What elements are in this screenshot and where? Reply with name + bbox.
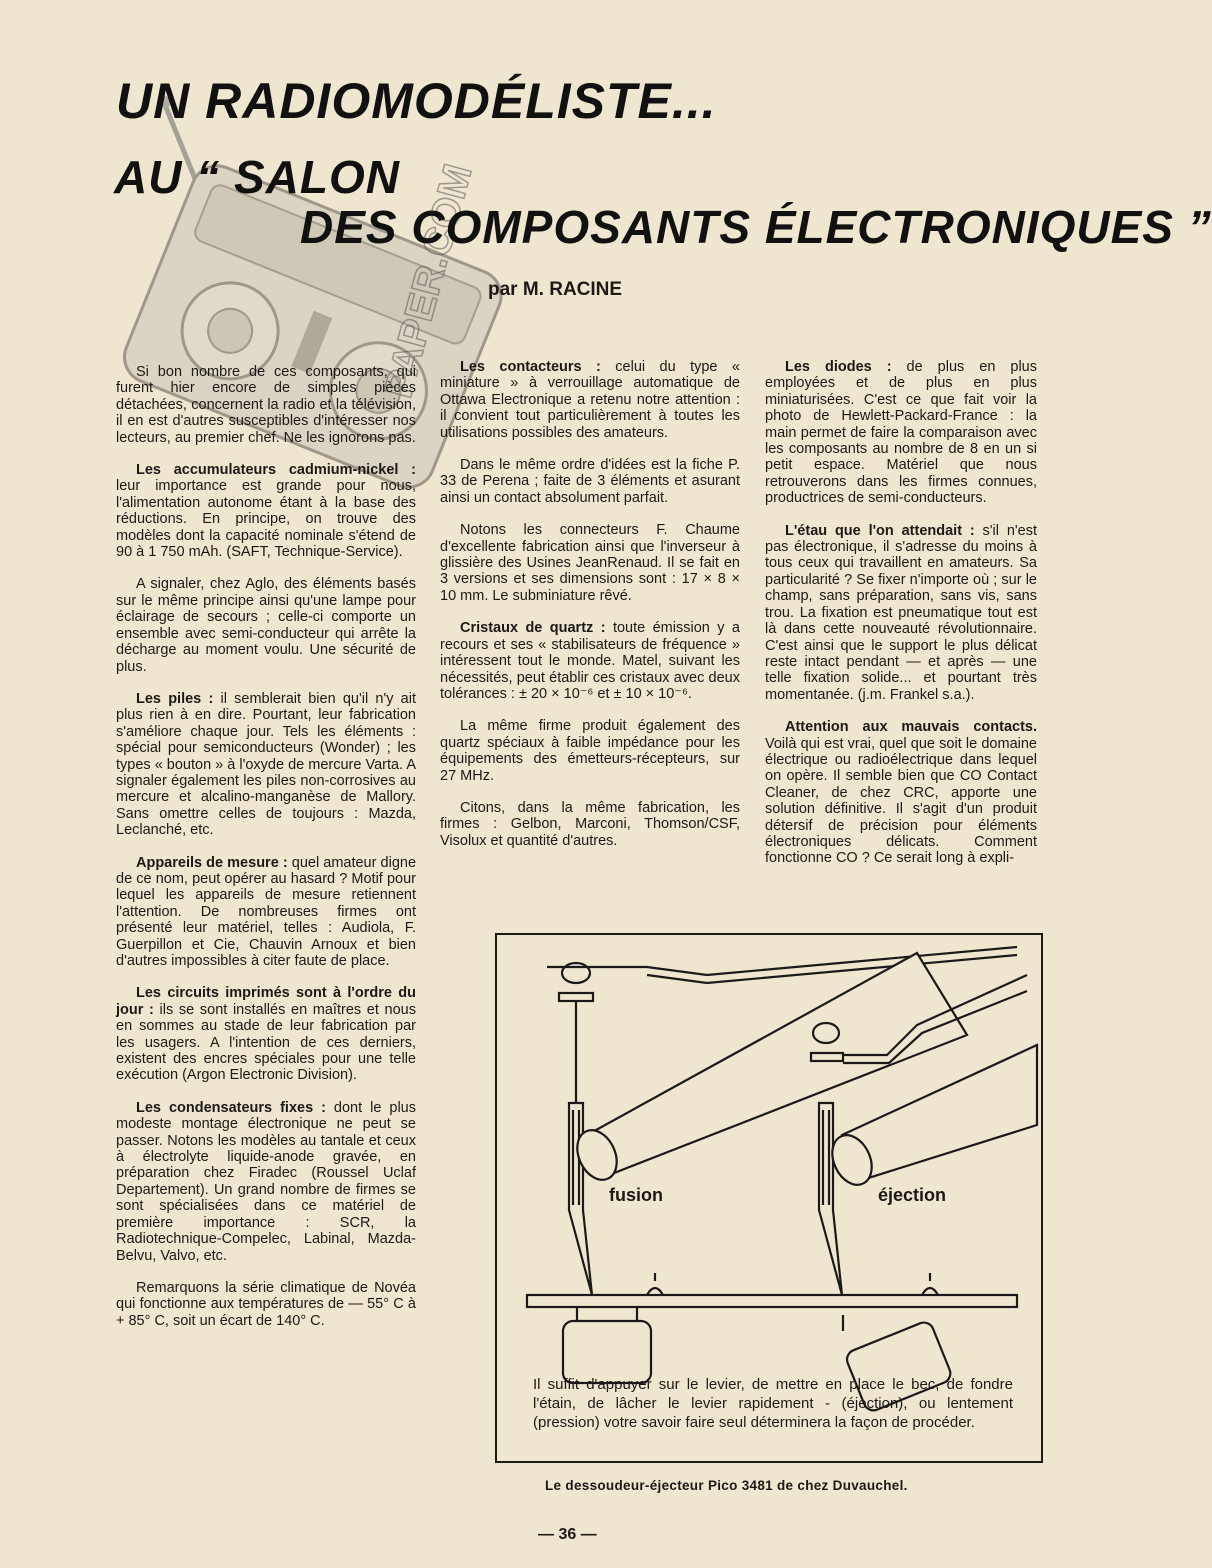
paragraph-heading: Attention aux mauvais contacts. — [785, 719, 1037, 736]
byline: par M. RACINE — [488, 279, 623, 300]
title-line-1: UN RADIOMODÉLISTE... — [116, 73, 717, 129]
paragraph-text: Voilà qui est vrai, quel que soit le domaine électrique ou radioélectrique dans lequel on opère. Il semble bien que CO Contact Cleaner, de chez CRC, apporte une solution définitive. Il s'agit d'un produit détersif de précision pour éléments électroniques délicats. Comment fonctionne CO ? Ce serait long à expli- — [765, 735, 1037, 867]
paragraph-text: Remarquons la série climatique de Novéa qui fonctionne aux températures de — 55° C à + 85° C, soit un écart de 140° C. — [116, 1279, 416, 1329]
article-paragraph — [440, 800, 740, 849]
svg-text:PAPER.COM: PAPER.COM — [376, 159, 481, 403]
article-paragraph — [116, 1280, 416, 1329]
article-paragraph — [116, 985, 416, 1083]
paragraph-heading: L'étau que l'on attendait : — [785, 522, 975, 539]
paragraph-heading: Les contacteurs : — [460, 359, 601, 375]
article-paragraph — [440, 718, 740, 784]
paragraph-heading: Les piles : — [136, 690, 214, 707]
article-paragraph — [116, 691, 416, 839]
paragraph-text: Dans le même ordre d'idées est la fiche P. 33 de Perena ; faite de 3 éléments et asurant ainsi un contact absolument parfait. — [440, 457, 740, 506]
article-paragraph — [765, 523, 1037, 703]
paragraph-heading: Appareils de mesure : — [136, 854, 288, 871]
paragraph-text: Si bon nombre de ces composants, qui furent hier encore de simples pièces détachées, concernent la radio et la télévision, il en est d'autres susceptibles d'intéresser nos lecteurs, au premier chef. Ne les ignorons pas. — [116, 364, 416, 446]
paragraph-text: leur importance est grande pour nous, l'alimentation autonome étant à la base des réductions. En principe, on trouve des modèles dont la capacité nominale s'étend de 90 à 1 750 mAh. (SAFT, Technique-Service). — [116, 478, 416, 561]
article-paragraph — [440, 457, 740, 506]
text-column-3 — [765, 359, 1037, 883]
paragraph-heading: Les accumulateurs cadmium-nickel : — [136, 462, 416, 479]
article-paragraph — [116, 364, 416, 446]
paragraph-text: La même firme produit également des quartz spéciaux à faible impédance pour les équipements des émetteurs-récepteurs, sur 27 MHz. — [440, 718, 740, 784]
paragraph-heading: Les condensateurs fixes : — [136, 1099, 326, 1116]
paragraph-text: celui du type « miniature » à verrouillage automatique de Ottawa Electronique a retenu notre attention : il convient tout particulièrement à toutes les utilisations possibles des amateurs. — [440, 359, 740, 441]
paragraph-heading: Cristaux de quartz : — [460, 620, 606, 637]
article-paragraph — [116, 576, 416, 674]
paragraph-text: quel amateur digne de ce nom, peut opérer au hasard ? Motif pour lequel les appareils de mesure retiennent l'attention. De nombreuses firmes ont présenté leur matériel, telles : Audiola, F. Guerpillon et Cie, Chauvin Arnoux et bien d'autres impossibles à citer faute de place. — [116, 854, 417, 969]
paragraph-text: Notons les connecteurs F. Chaume d'excellente fabrication ainsi que l'inverseur à glissière des Usines JeanRenaud. Il se fait en 3 versions et ses dimensions sont : 17 × 8 × 10 mm. Le subminiature rêvé. — [440, 522, 740, 604]
article-paragraph — [440, 522, 740, 604]
text-column-1 — [116, 364, 416, 1345]
figure-instructions: Il suffit d'appuyer sur le levier, de mettre en place le bec, de fondre l'étain, de lâcher le levier rapidement - (éjection), ou lentement (pression) votre savoir faire seul déterminera la façon de procéder. — [533, 1376, 1013, 1431]
article-paragraph — [765, 719, 1037, 867]
paragraph-text: dont le plus modeste montage électronique ne peut se passer. Notons les modèles au tantale et ceux à électrolyte liquide-anode gravée, en préparation chez Firadec (Roussel Uclaf Departement). Un grand nombre de firmes se sont spécialisées dans ce matériel de première importance : SCR, la Radiotechnique-Compelec, Labinal, Mazda-Belvu, Valvo, etc. — [116, 1099, 416, 1264]
ejection-label: éjection — [878, 1185, 947, 1205]
page-number: — 36 — — [538, 1526, 597, 1543]
paragraph-heading: Les circuits imprimés sont à l'ordre du jour : — [116, 985, 416, 1018]
paragraph-text: A signaler, chez Aglo, des éléments basés sur le même principe ainsi qu'une lampe pour éclairage de secours ; celle-ci comporte un ensemble avec semi-conducteur qui arrête la décharge au moment voulu. Une sécurité de plus. — [116, 576, 416, 675]
article-paragraph — [116, 462, 416, 560]
paragraph-text: Citons, dans la même fabrication, les firmes : Gelbon, Marconi, Thomson/CSF, Visolux et quantité d'autres. — [440, 799, 740, 849]
article-paragraph — [440, 359, 740, 441]
article-paragraph — [116, 1100, 416, 1264]
article-paragraph — [116, 855, 416, 970]
figure-caption: Le dessoudeur-éjecteur Pico 3481 de chez Duvauchel. — [545, 1478, 908, 1493]
title-line-3: DES COMPOSANTS ÉLECTRONIQUES ” — [300, 201, 1212, 253]
paragraph-text: s'il n'est pas électronique, il s'adresse du moins à tous ceux qui travaillent en amateurs. Sa particularité ? Se fixer n'importe où ; sur le champ, sans préparation, sans vis, sans trou. La fixation est pneumatique tout est là dans cette nouveauté révolutionnaire. C'est ainsi que le support le plus délicat reste intact pendant — et après — une telle fixation solide... et pourtant très momentanée. (j.m. Frankel s.a.). — [765, 522, 1037, 703]
text-column-2 — [440, 359, 740, 865]
paragraph-text: il semblerait bien qu'il n'y ait plus rien à en dire. Pourtant, leur fabrication s'améliore chaque jour. Tels les éléments : spécial pour semiconducteurs (Wonder) ; les types « bouton » à l'oxyde de mercure Varta. A signaler également les piles non-corrosives au mercure et alcalino-manganèse de Mallory. Sans omettre celles de toujours : Mazda, Leclanché, etc. — [116, 690, 416, 839]
article-paragraph — [440, 620, 740, 702]
paragraph-text: ils se sont installés en maîtres et nous en sommes au stade de leur fabrication par les usagers. A l'intention de ces derniers, existent des encres spéciales pour une telle exécution (Argon Electronic Division). — [116, 1001, 416, 1084]
paragraph-heading: Les diodes : — [785, 359, 892, 375]
desoldering-tool-figure — [495, 933, 1043, 1463]
fusion-label: fusion — [609, 1185, 663, 1205]
title-line-2: AU “ SALON — [114, 151, 400, 203]
article-paragraph — [765, 359, 1037, 507]
paragraph-text: de plus en plus employées et de plus en plus miniaturisées. C'est ce que fait voir la photo de Hewlett-Packard-France : la main permet de faire la comparaison avec les composants au nombre de 8 en un si petit espace. Matériel que nous retrouverons dans les firmes connues, productrices de semi-conducteurs. — [765, 359, 1037, 507]
paragraph-text: toute émission y a recours et ses « stabilisateurs de fréquence » intéressent tout le monde. Matel, suivant les nécessités, peut établir ces cristaux avec deux tolérances : ± 20 × 10⁻⁶ et ± 10 × 10⁻⁶. — [440, 620, 740, 702]
